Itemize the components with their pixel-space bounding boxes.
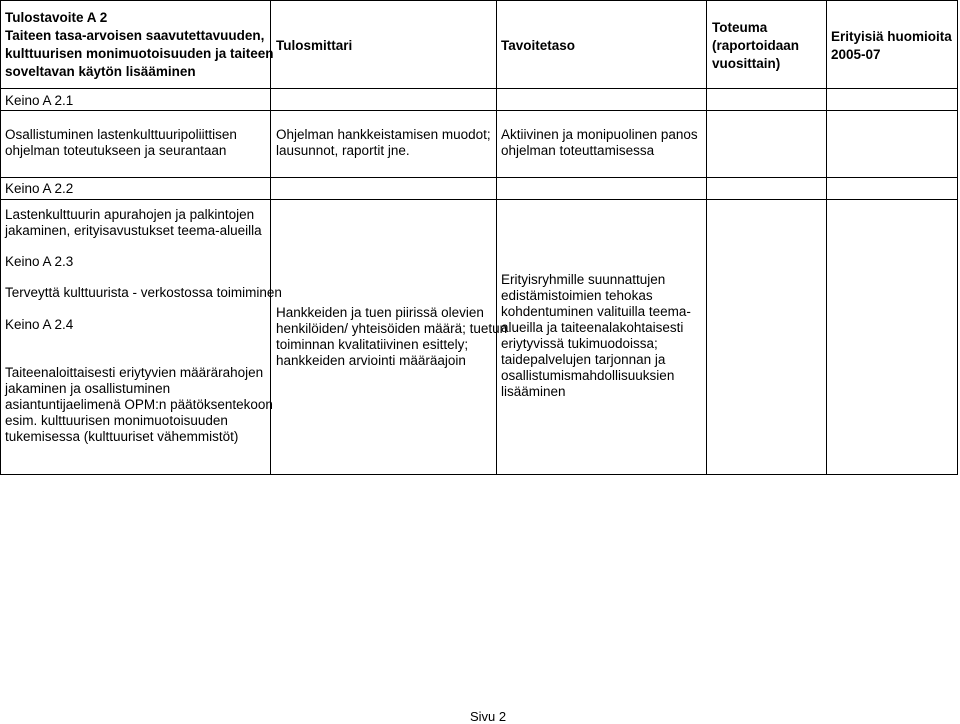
keino-label: Keino A 2.1 bbox=[5, 93, 74, 108]
keino-description: Taiteenaloittaisesti eriytyvien määrärahojen jakaminen ja osallistuminen asiantuntijaelimenä OPM:n päätöksentekoon esim. kulttuurisen monimuotoisuuden tukemisessa (kulttuuriset vähemmistöt) bbox=[5, 365, 273, 444]
keino-label: Keino A 2.4 bbox=[5, 317, 74, 332]
keino-target: Aktiivinen ja monipuolinen panos ohjelman toteuttamisessa bbox=[501, 127, 698, 158]
col-divider bbox=[706, 0, 707, 475]
keino-indicator: Hankkeiden ja tuen piirissä olevien henkilöiden/ yhteisöiden määrä; tuetun toiminnan kvalitatiivinen esittely; hankkeiden arviointi määräajoin bbox=[276, 305, 508, 368]
header-target: Tavoitetaso bbox=[501, 38, 576, 53]
keino-description: Terveyttä kulttuurista - verkostossa toimiminen bbox=[5, 285, 282, 300]
col-divider bbox=[826, 0, 827, 475]
keino-description: Lastenkulttuurin apurahojen ja palkintojen jakaminen, erityisavustukset teema-alueilla bbox=[5, 207, 262, 238]
header-goal: Tulostavoite A 2 Taiteen tasa-arvoisen saavutettavuuden, kulttuurisen monimuotoisuuden ja taiteen soveltavan käytön lisääminen bbox=[5, 10, 274, 79]
keino-label: Keino A 2.2 bbox=[5, 181, 74, 196]
keino-label: Keino A 2.3 bbox=[5, 254, 74, 269]
header-outcome: Toteuma (raportoidaan vuosittain) bbox=[712, 20, 800, 71]
header-notes: Erityisiä huomioita 2005-07 bbox=[831, 29, 952, 62]
table-border-bottom bbox=[0, 474, 958, 475]
row-divider bbox=[0, 177, 958, 178]
row-divider bbox=[0, 199, 958, 200]
row-divider bbox=[0, 88, 958, 89]
keino-target: Erityisryhmille suunnattujen edistämistoimien tehokas kohdentuminen valituilla teema- alueilla ja taiteenalakohtaisesti eriytyvissä tukimuodoissa; taidepalvelujen tarjonnan ja osallistumismahdollisuuksien lisääminen bbox=[501, 272, 691, 399]
table-border-left bbox=[0, 0, 1, 475]
table-border-right bbox=[957, 0, 958, 475]
page-number: Sivu 2 bbox=[470, 709, 507, 724]
col-divider bbox=[496, 0, 497, 475]
header-indicator: Tulosmittari bbox=[276, 38, 353, 53]
keino-indicator: Ohjelman hankkeistamisen muodot; lausunnot, raportit jne. bbox=[276, 127, 491, 158]
table-border-top bbox=[0, 0, 958, 1]
row-divider bbox=[0, 110, 958, 111]
keino-description: Osallistuminen lastenkulttuuripoliittisen ohjelman toteutukseen ja seurantaan bbox=[5, 127, 237, 158]
